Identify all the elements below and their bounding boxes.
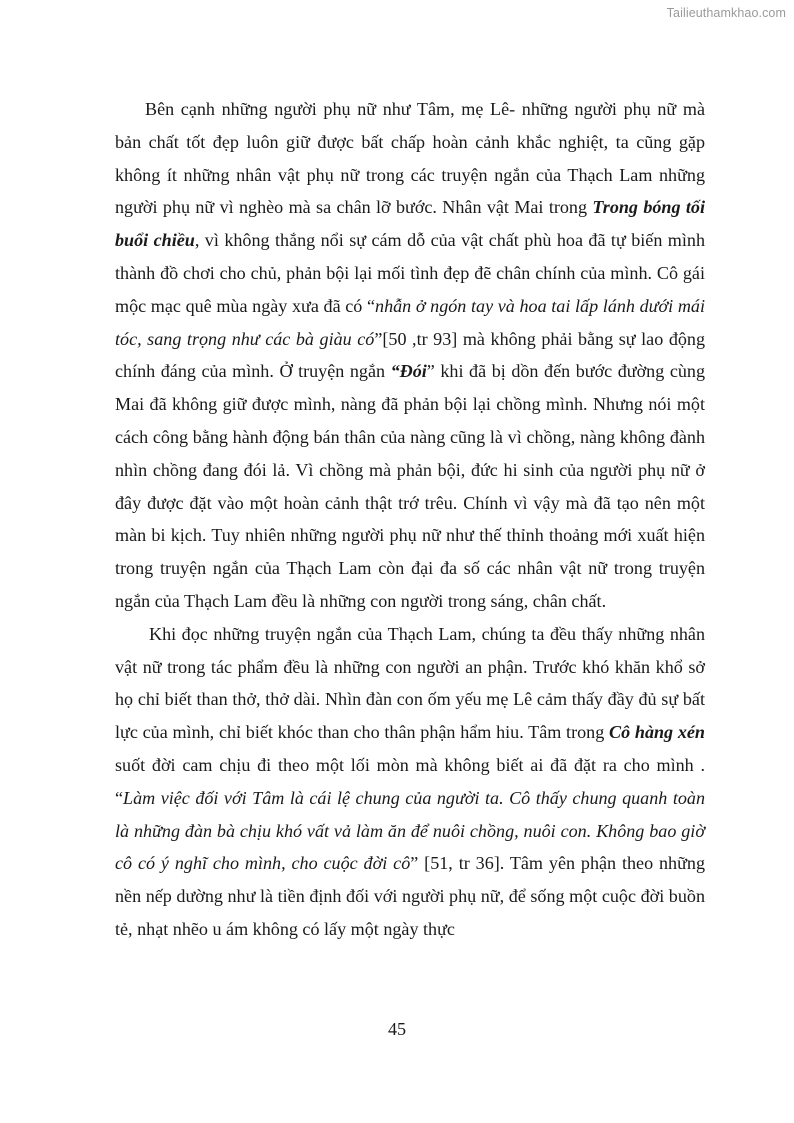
text-run: , vì không thắng nổi sự cám dỗ của vật chất phù hoa đã tự biến mình thành đồ chơi cho chủ, phản bội lại mối tình đẹp đẽ chân chính của mình. Cô gái mộc mạc quê mùa ngày xưa đã có “	[115, 230, 705, 316]
paragraph-2	[115, 618, 705, 946]
body-text	[115, 93, 705, 946]
text-run: ” khi đã bị dồn đến bước đường cùng Mai đã không giữ được mình, nàng đã phản bội lại chồng mình. Nhưng nói một cách công bằng hành động bán thân của nàng cũng là vì chồng, nàng không đành nhìn chồng đang đói lả. Vì chồng mà phản bội, đức hi sinh của người phụ nữ ở đây được đặt vào một hoàn cảnh thật trớ trêu. Chính vì vậy mà đã tạo nên một màn bi kịch. Tuy nhiên những người phụ nữ như thế thỉnh thoảng mới xuất hiện trong truyện ngắn của Thạch Lam còn đại đa số các nhân vật nữ trong truyện ngắn của Thạch Lam đều là những con người trong sáng, chân chất.	[115, 361, 705, 611]
paragraph-1	[115, 93, 705, 618]
watermark: Tailieuthamkhao.com	[666, 6, 786, 20]
text-run: ” [51, tr 36]. Tâm yên phận theo những nền nếp dường như là tiền định đối với người phụ nữ, để sống một cuộc đời buồn tẻ, nhạt nhẽo u ám không có lấy một ngày thực	[115, 853, 705, 939]
story-title-trong-bong-toi-buoi-chieu: Trong bóng tối buổi chiều	[115, 197, 705, 251]
quotation: Làm việc đối với Tâm là cái lệ chung của người ta. Cô thấy chung quanh toàn là những đàn bà chịu khó vất vả làm ăn để nuôi chồng, nuôi con. Không bao giờ cô có ý nghĩ cho mình, cho cuộc đời cô	[115, 787, 705, 874]
text-run: ”[50 ,tr 93] mà không phải bằng sự lao động chính đáng của mình. Ở truyện ngắn	[115, 328, 706, 382]
quotation: nhẫn ở ngón tay và hoa tai lấp lánh dưới mái tóc, sang trọng như các bà giàu có	[115, 295, 706, 349]
text-run: Bên cạnh những người phụ nữ như Tâm, mẹ Lê- những người phụ nữ mà bản chất tốt đẹp luôn giữ được bất chấp hoàn cảnh khắc nghiệt, ta cũng gặp không ít những nhân vật phụ nữ trong các truyện ngắn của Thạch Lam những người phụ nữ vì nghèo mà sa chân lỡ bước. Nhân vật Mai trong	[115, 99, 705, 218]
story-title-doi: “Đói	[390, 361, 427, 382]
text-run: suốt đời cam chịu đi theo một lối mòn mà không biết ai đã đặt ra cho mình . “	[115, 754, 705, 808]
text-run: Khi đọc những truyện ngắn của Thạch Lam, chúng ta đều thấy những nhân vật nữ trong tác phẩm đều là những con người an phận. Trước khó khăn khổ sở họ chỉ biết than thở, thở dài. Nhìn đàn con ốm yếu mẹ Lê cảm thấy đầy đủ sự bất lực của mình, chỉ biết khóc than cho thân phận hẩm hiu. Tâm trong	[115, 623, 705, 743]
story-title-co-hang-xen: Cô hàng xén	[609, 722, 705, 743]
page-number: 45	[387, 1019, 407, 1039]
